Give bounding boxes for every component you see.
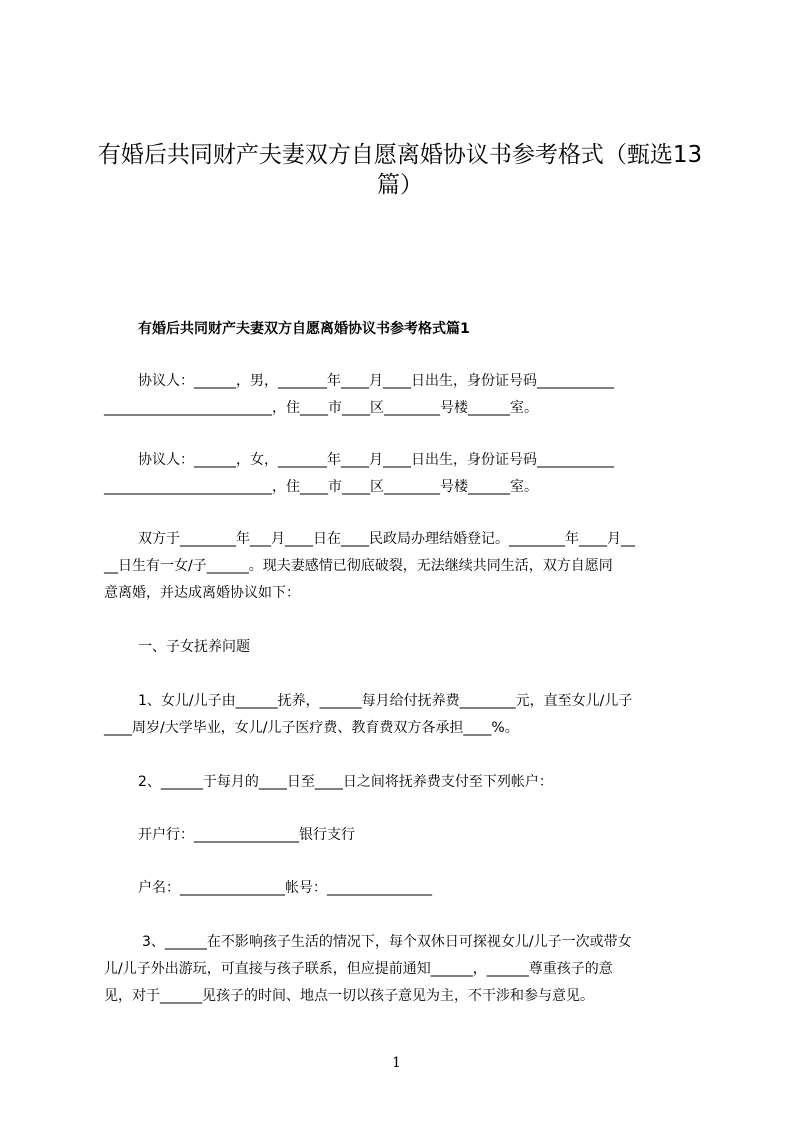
item3-line3: 见，对于______见孩子的时间、地点一切以孩子意见为主，不干涉和参与意见。 [104, 988, 594, 1004]
account-line: 户名：_______________帐号：_______________ [138, 880, 432, 896]
section-subtitle: 有婚后共同财产夫妻双方自愿离婚协议书参考格式篇1 [138, 321, 470, 337]
item1-line1: 1、女儿/儿子由______抚养，______每月给付抚养费________元，直至女儿/儿子 [138, 693, 633, 709]
item3-line2: 儿/儿子外出游玩，可直接与孩子联系，但应提前通知______，______尊重孩子的意 [104, 961, 613, 977]
item3-line1: 3、______在不影响孩子生活的情况下，每个双休日可探视女儿/儿子一次或带女 [142, 934, 632, 950]
heading-child-custody: 一、子女抚养问题 [138, 639, 250, 655]
paragraph-party1-line2: ________________________，住____市____区________号楼______室。 [104, 400, 538, 416]
paragraph-marriage-line3: 意离婚，并达成离婚协议如下： [104, 585, 300, 601]
paragraph-party1-line1: 协议人：______，男，_______年____月____日出生，身份证号码___________ [138, 373, 614, 389]
item1-line2: ____周岁/大学毕业，女儿/儿子医疗费、教育费双方各承担____%。 [104, 720, 519, 736]
page-number: 1 [392, 1055, 401, 1071]
bank-line: 开户行：_______________银行支行 [138, 827, 355, 843]
document-title: 有婚后共同财产夫妻双方自愿离婚协议书参考格式（甄选13篇） [97, 142, 703, 198]
paragraph-marriage-line1: 双方于________年___月____日在____民政局办理结婚登记。________年____月__ [138, 531, 635, 547]
paragraph-party2-line2: ________________________，住____市____区________号楼______室。 [104, 479, 538, 495]
item2-line: 2、______于每月的____日至____日之间将抚养费支付至下列帐户： [138, 774, 553, 790]
paragraph-party2-line1: 协议人：______，女，_______年____月____日出生，身份证号码___________ [138, 452, 614, 468]
paragraph-marriage-line2: __日生有一女/子______。现夫妻感情已彻底破裂，无法继续共同生活，双方自愿同 [104, 558, 613, 574]
